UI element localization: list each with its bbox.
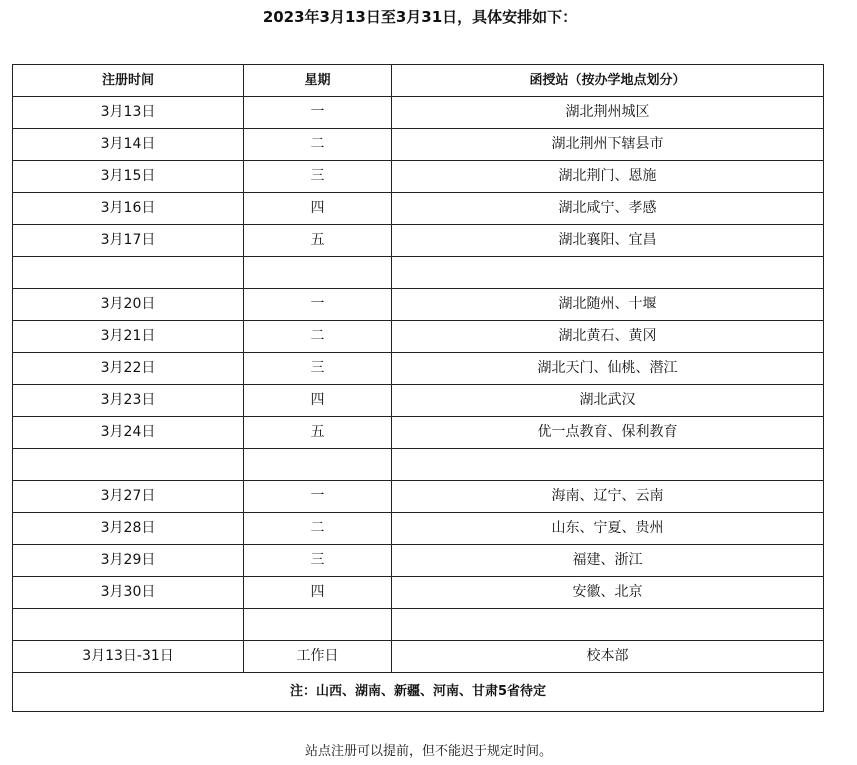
cell-date: 3月30日: [13, 577, 244, 609]
table-row: [13, 513, 824, 545]
cell-station: [392, 449, 824, 481]
cell-station: [392, 257, 824, 289]
table-row: [13, 321, 824, 353]
table-row: [13, 417, 824, 449]
cell-weekday: 五: [244, 417, 392, 449]
cell-weekday: 四: [244, 577, 392, 609]
table-row: [13, 385, 824, 417]
cell-date: 3月16日: [13, 193, 244, 225]
cell-station: 湖北荆州下辖县市: [392, 129, 824, 161]
table-row: [13, 577, 824, 609]
cell-station: 湖北荆门、恩施: [392, 161, 824, 193]
table-row: [13, 641, 824, 673]
cell-station: 安徽、北京: [392, 577, 824, 609]
table-row: [13, 609, 824, 641]
cell-date: [13, 609, 244, 641]
cell-weekday: 一: [244, 481, 392, 513]
pending-note: 注：山西、湖南、新疆、河南、甘肃5省待定: [13, 673, 824, 712]
cell-station: 湖北黄石、黄冈: [392, 321, 824, 353]
cell-station: 优一点教育、保利教育: [392, 417, 824, 449]
cell-date: 3月28日: [13, 513, 244, 545]
cell-station: 山东、宁夏、贵州: [392, 513, 824, 545]
cell-weekday: 二: [244, 129, 392, 161]
cell-station: 湖北随州、十堰: [392, 289, 824, 321]
header-weekday: 星期: [244, 65, 392, 97]
table-row: [13, 225, 824, 257]
table-row: [13, 289, 824, 321]
cell-weekday: 工作日: [244, 641, 392, 673]
page-title: 2023年3月13日至3月31日，具体安排如下：: [262, 8, 578, 26]
cell-station: 湖北武汉: [392, 385, 824, 417]
table-row: [13, 129, 824, 161]
header-registration-time: 注册时间: [13, 65, 244, 97]
cell-date: 3月13日-31日: [13, 641, 244, 673]
cell-station: 校本部: [392, 641, 824, 673]
cell-weekday: 五: [244, 225, 392, 257]
table-row: [13, 481, 824, 513]
cell-station: 海南、辽宁、云南: [392, 481, 824, 513]
table-row: [13, 353, 824, 385]
table-row: [13, 449, 824, 481]
cell-weekday: 一: [244, 97, 392, 129]
cell-date: 3月13日: [13, 97, 244, 129]
cell-date: [13, 257, 244, 289]
table-row: [13, 161, 824, 193]
cell-weekday: 四: [244, 193, 392, 225]
cell-date: 3月24日: [13, 417, 244, 449]
cell-date: 3月21日: [13, 321, 244, 353]
cell-date: 3月15日: [13, 161, 244, 193]
cell-station: [392, 609, 824, 641]
cell-date: 3月27日: [13, 481, 244, 513]
cell-weekday: [244, 609, 392, 641]
cell-date: 3月17日: [13, 225, 244, 257]
table-row: [13, 193, 824, 225]
table-row: [13, 97, 824, 129]
note-row: [13, 673, 824, 712]
cell-date: 3月22日: [13, 353, 244, 385]
cell-date: [13, 449, 244, 481]
cell-station: 湖北天门、仙桃、潜江: [392, 353, 824, 385]
schedule-table: [12, 64, 824, 712]
cell-date: 3月23日: [13, 385, 244, 417]
cell-weekday: 三: [244, 161, 392, 193]
table-row: [13, 545, 824, 577]
table-row: [13, 257, 824, 289]
cell-weekday: 一: [244, 289, 392, 321]
cell-station: 湖北荆州城区: [392, 97, 824, 129]
cell-weekday: 三: [244, 545, 392, 577]
table-header-row: [13, 65, 824, 97]
cell-weekday: [244, 449, 392, 481]
cell-weekday: 二: [244, 321, 392, 353]
cell-date: 3月14日: [13, 129, 244, 161]
cell-weekday: 四: [244, 385, 392, 417]
footer-note: 站点注册可以提前，但不能迟于规定时间。: [304, 744, 552, 759]
cell-weekday: [244, 257, 392, 289]
cell-station: 湖北咸宁、孝感: [392, 193, 824, 225]
cell-weekday: 三: [244, 353, 392, 385]
cell-date: 3月29日: [13, 545, 244, 577]
cell-weekday: 二: [244, 513, 392, 545]
cell-station: 湖北襄阳、宜昌: [392, 225, 824, 257]
cell-station: 福建、浙江: [392, 545, 824, 577]
cell-date: 3月20日: [13, 289, 244, 321]
header-station: 函授站（按办学地点划分）: [392, 65, 824, 97]
